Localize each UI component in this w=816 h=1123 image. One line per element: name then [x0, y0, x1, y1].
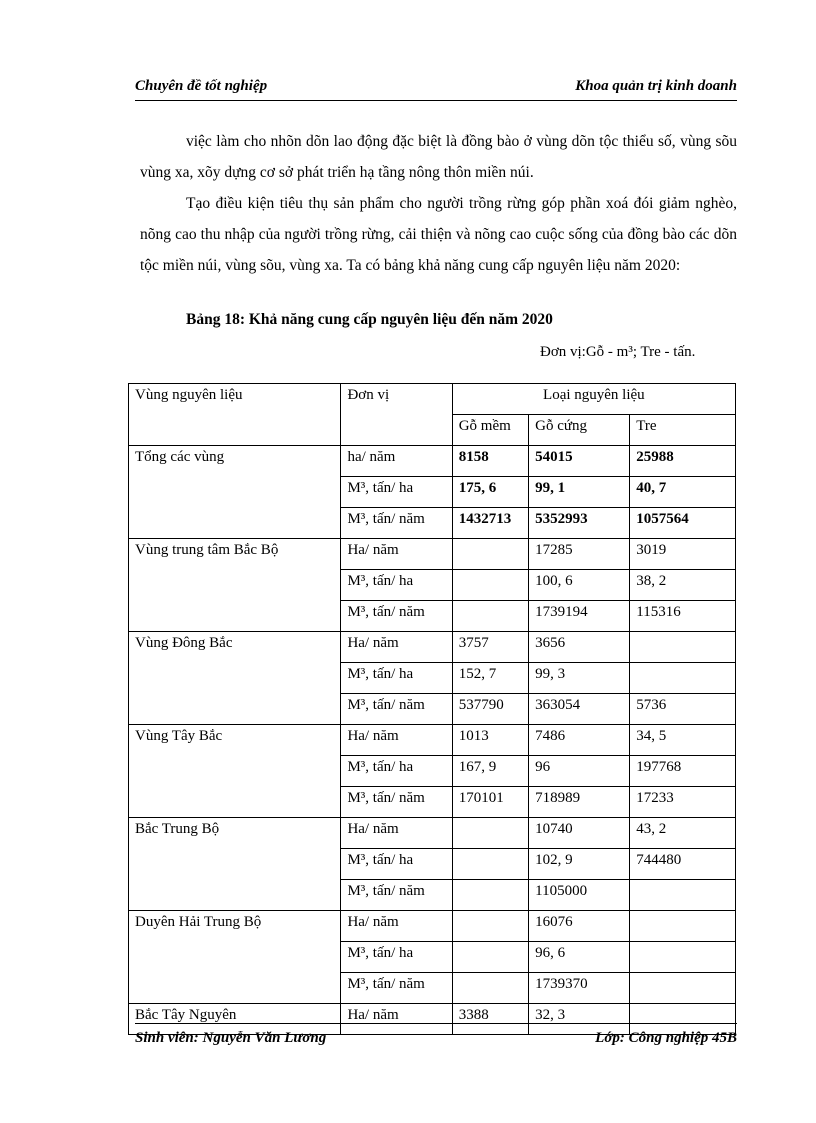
hard-cell: 102, 9	[529, 849, 630, 880]
hard-cell: 100, 6	[529, 570, 630, 601]
soft-cell	[452, 880, 528, 911]
bamboo-cell: 3019	[630, 539, 736, 570]
soft-cell	[452, 570, 528, 601]
table-row	[129, 818, 736, 849]
soft-cell: 1432713	[452, 508, 528, 539]
footer-class: Lớp: Công nghiệp 45B	[595, 1030, 737, 1046]
unit-cell: M³, tấn/ năm	[341, 508, 452, 539]
bamboo-cell: 1057564	[630, 508, 736, 539]
soft-cell: 1013	[452, 725, 528, 756]
unit-cell: ha/ năm	[341, 446, 452, 477]
hard-cell: 96	[529, 756, 630, 787]
bamboo-cell: 38, 2	[630, 570, 736, 601]
unit-cell: M³, tấn/ ha	[341, 756, 452, 787]
page-footer	[135, 1023, 737, 1046]
region-cell: Bắc Tây Nguyên	[129, 1004, 341, 1035]
unit-cell: M³, tấn/ năm	[341, 694, 452, 725]
hard-cell: 1739370	[529, 973, 630, 1004]
unit-cell: M³, tấn/ năm	[341, 880, 452, 911]
region-cell: Vùng trung tâm Bắc Bộ	[129, 539, 341, 632]
bamboo-cell	[630, 942, 736, 973]
table-header-row	[129, 384, 736, 415]
soft-cell: 152, 7	[452, 663, 528, 694]
bamboo-cell: 43, 2	[630, 818, 736, 849]
hard-cell: 99, 1	[529, 477, 630, 508]
soft-cell	[452, 601, 528, 632]
bamboo-cell: 115316	[630, 601, 736, 632]
unit-cell: M³, tấn/ năm	[341, 601, 452, 632]
bamboo-cell	[630, 880, 736, 911]
header-bamboo: Tre	[630, 415, 736, 446]
region-cell: Duyên Hải Trung Bộ	[129, 911, 341, 1004]
hard-cell: 16076	[529, 911, 630, 942]
bamboo-cell	[630, 632, 736, 663]
header-material-type: Loại nguyên liệu	[452, 384, 735, 415]
unit-cell: M³, tấn/ ha	[341, 942, 452, 973]
bamboo-cell	[630, 911, 736, 942]
unit-cell: M³, tấn/ ha	[341, 849, 452, 880]
header-region: Vùng nguyên liệu	[129, 384, 341, 446]
unit-cell: Ha/ năm	[341, 1004, 452, 1035]
region-cell: Vùng Tây Bắc	[129, 725, 341, 818]
table-row	[129, 539, 736, 570]
soft-cell: 3388	[452, 1004, 528, 1035]
soft-cell: 175, 6	[452, 477, 528, 508]
unit-cell: Ha/ năm	[341, 632, 452, 663]
unit-note: Đơn vị:Gỗ - m³; Tre - tấn.	[540, 344, 696, 360]
supply-table	[128, 383, 738, 1023]
hard-cell: 17285	[529, 539, 630, 570]
hard-cell: 363054	[529, 694, 630, 725]
region-cell: Bắc Trung Bộ	[129, 818, 341, 911]
soft-cell: 170101	[452, 787, 528, 818]
soft-cell	[452, 818, 528, 849]
bamboo-cell: 34, 5	[630, 725, 736, 756]
header-left-title: Chuyên đề tốt nghiệp	[135, 78, 268, 94]
paragraph-2: Tạo điều kiện tiêu thụ sản phẩm cho người trồng rừng góp phần xoá đói giảm nghèo, nõng cao thu nhập của người trồng rừng, cải thiện và nõng cao cuộc sống của đồng bào các dõn tộc miền núi, vùng sõu, vùng xa. Ta có bảng khả năng cung cấp nguyên liệu năm 2020:	[140, 195, 737, 274]
table-row	[129, 446, 736, 477]
soft-cell: 3757	[452, 632, 528, 663]
bamboo-cell: 40, 7	[630, 477, 736, 508]
soft-cell: 537790	[452, 694, 528, 725]
body-text	[140, 126, 737, 281]
table-row	[129, 911, 736, 942]
soft-cell: 167, 9	[452, 756, 528, 787]
soft-cell	[452, 911, 528, 942]
table-caption: Bảng 18: Khả năng cung cấp nguyên liệu đến năm 2020	[186, 311, 553, 328]
bamboo-cell: 25988	[630, 446, 736, 477]
page-header	[135, 78, 737, 101]
header-unit: Đơn vị	[341, 384, 452, 446]
hard-cell: 1739194	[529, 601, 630, 632]
unit-cell: M³, tấn/ ha	[341, 570, 452, 601]
unit-cell: M³, tấn/ ha	[341, 477, 452, 508]
hard-cell: 718989	[529, 787, 630, 818]
bamboo-cell	[630, 973, 736, 1004]
hard-cell: 3656	[529, 632, 630, 663]
paragraph-1: việc làm cho nhõn dõn lao động đặc biệt là đồng bào ở vùng dõn tộc thiểu số, vùng sõu vùng xa, xõy dựng cơ sở phát triển hạ tầng nông thôn miền núi.	[140, 133, 737, 181]
unit-cell: Ha/ năm	[341, 818, 452, 849]
footer-student: Sinh viên: Nguyễn Văn Lương	[135, 1030, 327, 1046]
bamboo-cell: 5736	[630, 694, 736, 725]
region-cell: Tổng các vùng	[129, 446, 341, 539]
soft-cell: 8158	[452, 446, 528, 477]
region-cell: Vùng Đông Bắc	[129, 632, 341, 725]
soft-cell	[452, 539, 528, 570]
unit-cell: M³, tấn/ năm	[341, 787, 452, 818]
hard-cell: 96, 6	[529, 942, 630, 973]
bamboo-cell: 17233	[630, 787, 736, 818]
soft-cell	[452, 942, 528, 973]
soft-cell	[452, 973, 528, 1004]
unit-cell: Ha/ năm	[341, 911, 452, 942]
hard-cell: 7486	[529, 725, 630, 756]
unit-cell: M³, tấn/ ha	[341, 663, 452, 694]
table-row	[129, 632, 736, 663]
unit-cell: Ha/ năm	[341, 539, 452, 570]
header-hard-wood: Gỗ cứng	[529, 415, 630, 446]
unit-cell: Ha/ năm	[341, 725, 452, 756]
unit-cell: M³, tấn/ năm	[341, 973, 452, 1004]
hard-cell: 54015	[529, 446, 630, 477]
hard-cell: 99, 3	[529, 663, 630, 694]
bamboo-cell: 744480	[630, 849, 736, 880]
table-row	[129, 725, 736, 756]
hard-cell: 1105000	[529, 880, 630, 911]
hard-cell: 32, 3	[529, 1004, 630, 1035]
bamboo-cell	[630, 663, 736, 694]
hard-cell: 5352993	[529, 508, 630, 539]
bamboo-cell: 197768	[630, 756, 736, 787]
soft-cell	[452, 849, 528, 880]
header-right-title: Khoa quản trị kinh doanh	[575, 78, 737, 94]
hard-cell: 10740	[529, 818, 630, 849]
header-soft-wood: Gỗ mềm	[452, 415, 528, 446]
